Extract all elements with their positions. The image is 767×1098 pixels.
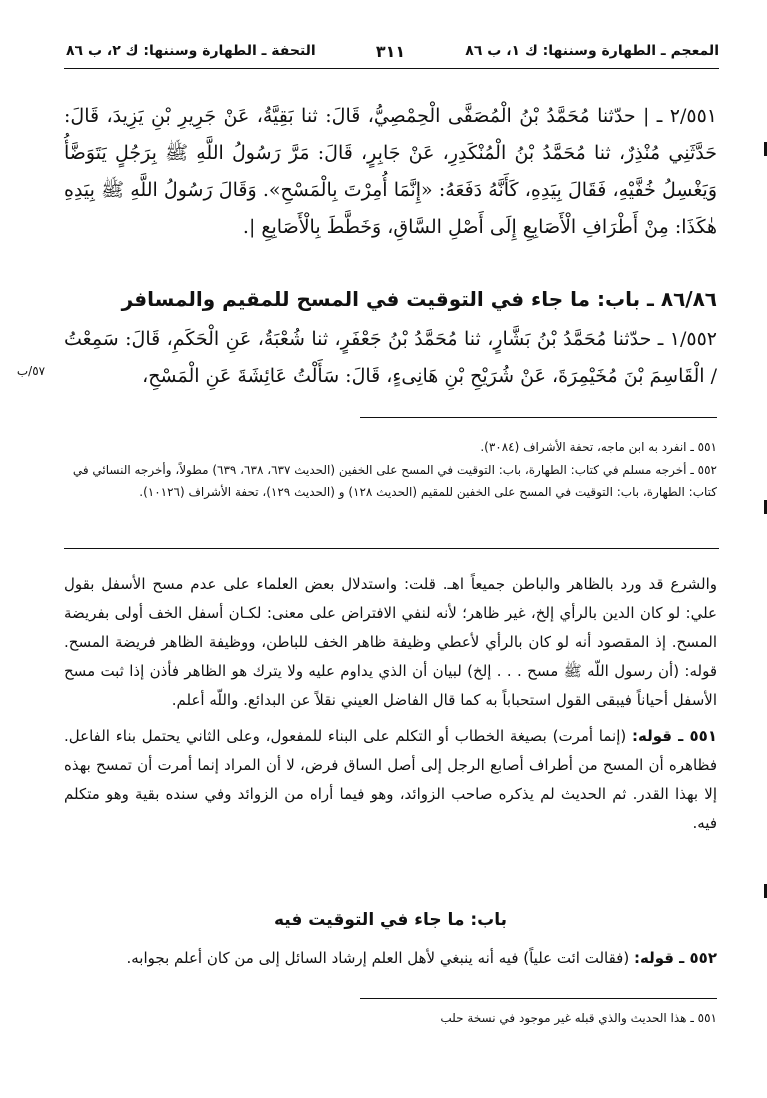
commentary-552 bbox=[64, 944, 717, 973]
header-right: المعجم ـ الطهارة وسننها: ك ١، ب ٨٦ bbox=[465, 43, 719, 59]
sub-heading: باب: ما جاء في التوقيت فيه bbox=[273, 910, 508, 930]
commentary-paragraph-2 bbox=[64, 722, 717, 838]
bottom-footnote-separator bbox=[360, 998, 717, 999]
hadith-552: ١/٥٥٢ ـ حدّثنا مُحَمَّدُ بْنُ بَشَّارٍ، ثنا مُحَمَّدُ بْنُ جَعْفَرٍ، ثنا شُعْبَةُ، عَنِ الْحَكَمِ، قَالَ: سَمِعْتُ / الْقَاسِمَ بْنَ مُخَيْمِرَةَ، عَنْ شُرَيْحِ بْنِ هَانِىءٍ، قَالَ: سَأَلْتُ عَائِشَةَ عَنِ الْمَسْحِ، bbox=[64, 328, 717, 387]
commentary-paragraph-1: والشرع قد ورد بالظاهر والباطن جميعاً اهـ. قلت: واستدلال بعض العلماء على عدم مسح الأسفل بقول علي: لو كان الدين بالرأي إلخ، غير ظاهر؛ لأنه لنفي الافتراض على معنى: لكـان أسفل الخف أولى بفريضة المسح. إذ المقصود أنه لو كان بالرأي لأعطي وظيفة ظاهر الخف للباطن، ووظيفة الظاهر فريضة المسح. قوله: (أن رسول اللّه ﷺ مسح . . . إلخ) لبيان أن الذي يداوم عليه ولا يترك هو الظاهر فأذن إذا ثبت مسح الأسفل أحياناً فيبقى القول استحباباً به كما قال الفاضل العيني نقلاً عن البدائع. واللّه أعلم. bbox=[64, 575, 717, 709]
commentary-label-552: ٥٥٢ ـ قوله: bbox=[634, 949, 717, 967]
chapter-title: ٨٦/٨٦ ـ باب: ما جاء في التوقيت في المسح للمقيم والمسافر bbox=[121, 287, 717, 311]
page-number: ٣١١ bbox=[375, 41, 406, 61]
section-divider bbox=[64, 548, 719, 549]
margin-folio-note: ٥٧/ب bbox=[16, 364, 46, 378]
commentary-label-551: ٥٥١ ـ قوله: bbox=[632, 727, 717, 745]
running-header bbox=[66, 38, 719, 64]
commentary-text-551: (إنما أمرت) بصيغة الخطاب أو التكلم على البناء للمفعول، وعلى الثاني يحتمل بناء الفاعل. فظاهره أن المسح من أطراف أصابع الرجل إلى أصل الساق فرض، لا أن المراد إنما أمرت أن تمسح بهذه إلا بهذا القدر. ثم الحديث لم يذكره صاحب الزوائد، وهو فيما أراه من الزوائد وفي سنده بقية وهو متكلم فيه. bbox=[64, 727, 717, 832]
header-left: التحفة ـ الطهارة وسننها: ك ٢، ب ٨٦ bbox=[66, 43, 316, 59]
footnote-separator bbox=[360, 417, 717, 418]
footnote-552: ٥٥٢ ـ أخرجه مسلم في كتاب: الطهارة، باب: التوقيت في المسح على الخفين (الحديث ٦٣٧، ٦٣٨، ٦٣٩) مطولاً، وأخرجه النسائي في كتاب: الطهارة، باب: التوقيت في المسح على الخفين للمقيم (الحديث ١٢٨) و (الحديث ١٢٩)، تحفة الأشراف (١٠١٢٦). bbox=[72, 463, 717, 499]
hadith-551: ٢/٥٥١ ـ | حدّثنا مُحَمَّدُ بْنُ الْمُصَفَّى الْحِمْصِيُّ، قَالَ: ثنا بَقِيَّةُ، عَنْ جَرِيرِ بْنِ يَزِيدَ، قَالَ: حَدَّثَنِي مُنْذِرٌ، ثنا مُحَمَّدُ بْنُ الْمُنْكَدِرِ، عَنْ جَابِرٍ، قَالَ: مَرَّ رَسُولُ اللَّهِ ﷺ بِرَجُلٍ يَتَوَضَّأُ وَيَغْسِلُ خُفَّيْهِ، فَقَالَ بِيَدِهِ، كَأَنَّهُ دَفَعَهُ: «إِنَّمَا أُمِرْتَ بِالْمَسْحِ». وَقَالَ رَسُولُ اللَّهِ ﷺ بِيَدِهِ هٰكَذَا: مِنْ أَطْرَافِ الْأَصَابِعِ إِلَى أَصْلِ السَّاقِ، وَخَطَّطَ بِالْأَصَابِعِ |. bbox=[64, 105, 717, 238]
header-rule bbox=[64, 68, 719, 69]
commentary bbox=[64, 570, 717, 845]
footnotes-top bbox=[64, 436, 717, 504]
footnote-bottom: ٥٥١ ـ هذا الحديث والذي قبله غير موجود في نسخة حلب bbox=[440, 1011, 717, 1025]
commentary-text-552: (فقالت ائت علياً) فيه أنه ينبغي لأهل العلم إرشاد السائل إلى من كان أعلم بجوابه. bbox=[126, 949, 630, 967]
footnote-551: ٥٥١ ـ انفرد به ابن ماجه، تحفة الأشراف (٣٠٨٤). bbox=[480, 440, 717, 454]
